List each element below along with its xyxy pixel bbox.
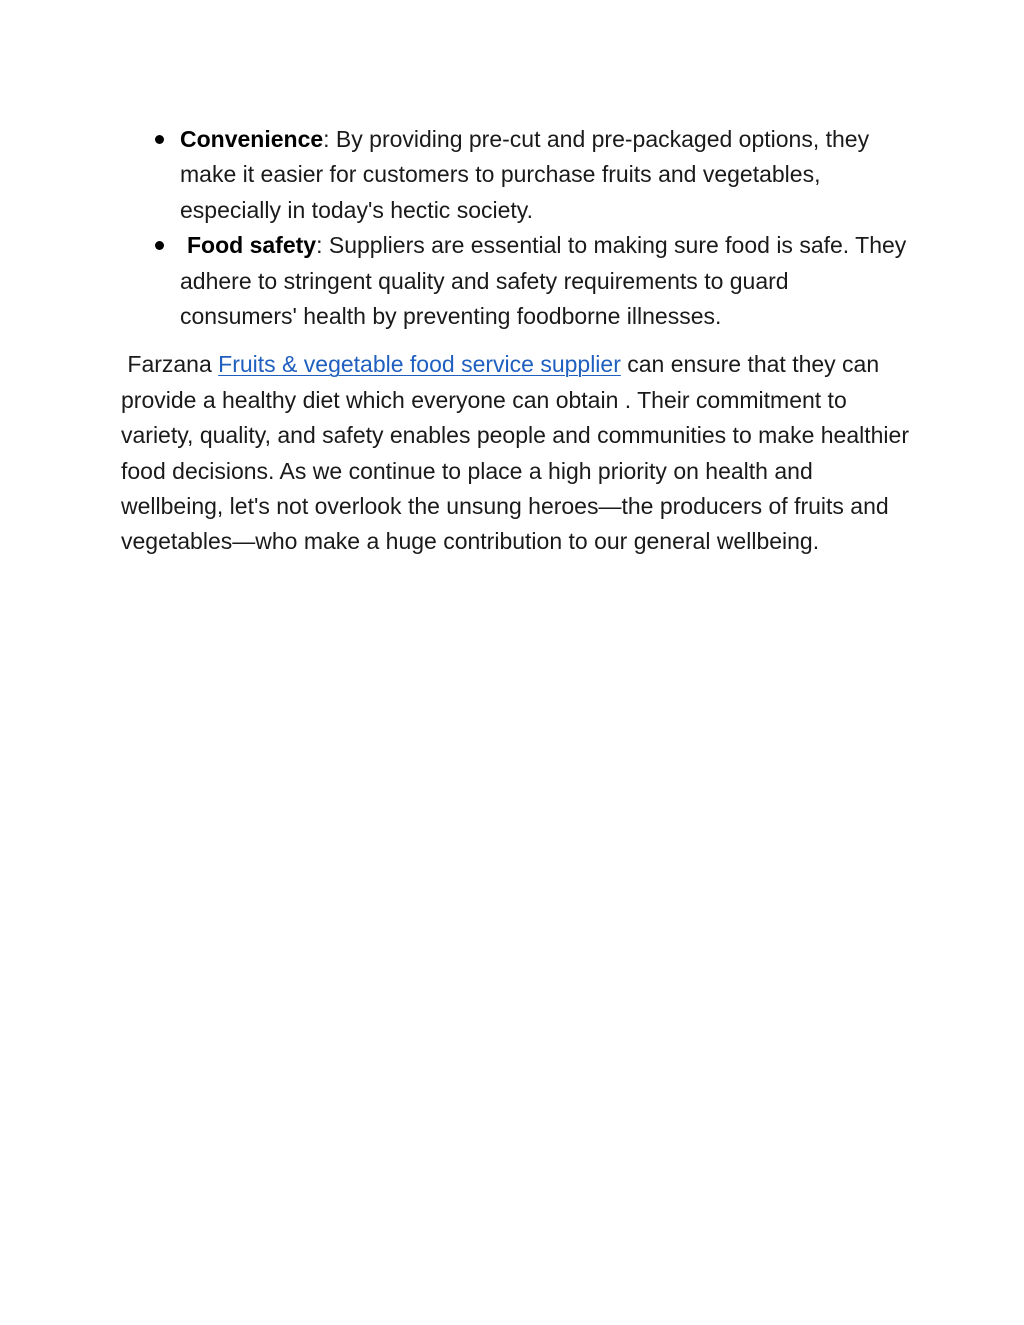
term-convenience: Convenience (180, 126, 324, 152)
closing-paragraph (121, 347, 911, 559)
list-item-text: Suppliers are essential to making sure food is safe. They adhere to stringent quality and safety requirements to guard consumers' health by preventing foodborne illnesses. (180, 232, 907, 330)
document-body (121, 122, 911, 560)
term-separator: : (316, 232, 323, 259)
term-separator: : (323, 126, 330, 152)
closing-prefix: Farzana (121, 351, 219, 378)
bullet-icon (155, 135, 164, 144)
term-food-safety: Food safety (187, 232, 317, 259)
supplier-link[interactable]: Fruits & vegetable food service supplier (218, 351, 621, 378)
bullet-icon (155, 241, 164, 250)
list-item-food-safety (121, 228, 911, 334)
list-item-convenience (121, 122, 911, 228)
list-item-text: By providing pre-cut and pre-packaged options, they make it easier for customers to purchase fruits and vegetables, especially in today's hectic society. (180, 126, 870, 223)
benefits-list (121, 122, 911, 334)
closing-suffix: can ensure that they can provide a healthy diet which everyone can obtain . Their commitment to variety, quality, and safety enables people and communities to make healthier food decisions. As we continue to place a high priority on health and wellbeing, let's not overlook the unsung heroes—the producers of fruits and vegetables—who make a huge contribution to our general wellbeing. (121, 351, 909, 555)
